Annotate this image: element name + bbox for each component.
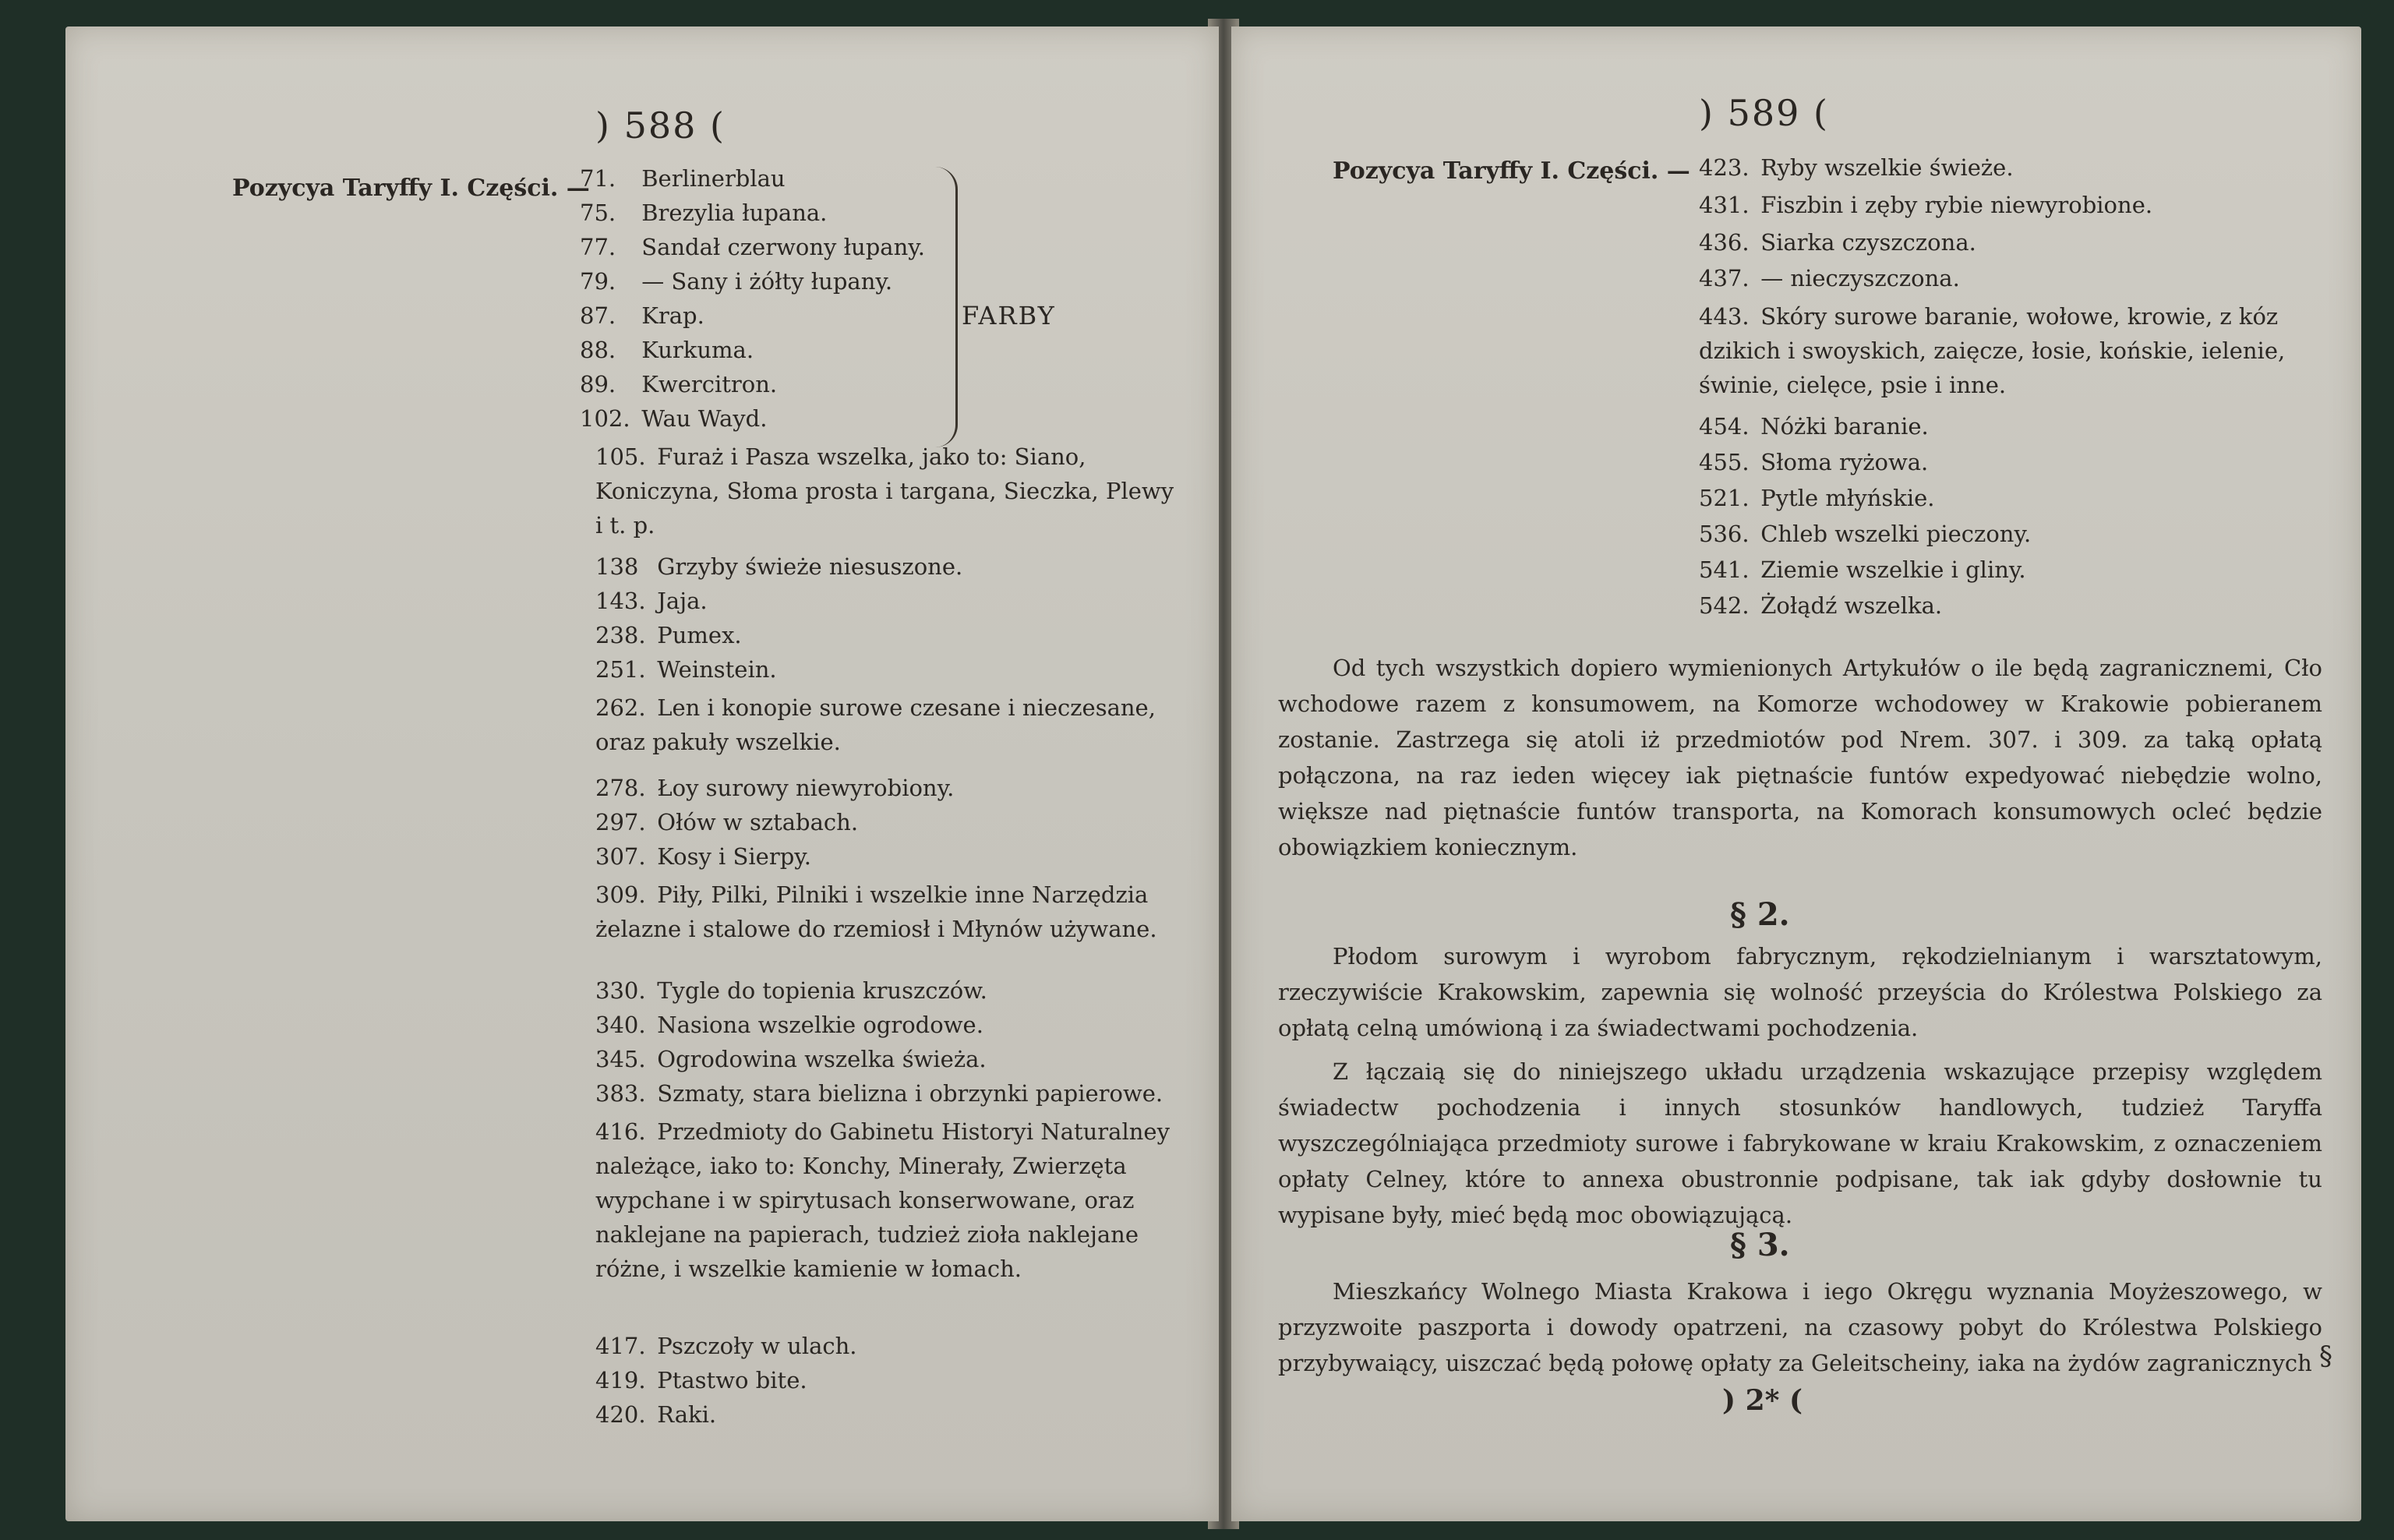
list-item: 419. Ptastwo bite. [595,1367,807,1393]
list-item: 345. Ogrodowina wszelka świeża. [595,1046,987,1072]
list-item: 542. Żołądź wszelka. [1699,592,1943,619]
list-item: 536. Chleb wszelki pieczony. [1699,521,2032,547]
list-item: 251. Weinstein. [595,656,777,683]
body-paragraph: Mieszkańcy Wolnego Miasta Krakowa i iego Okręgu wyznania Moyżeszowego, w przyzwoite paszporta i dowody opatrzeni, na czasowy pobyt do Królestwa Polskiego przybywaiący, uiszczać będą połowę opłaty za Geleitscheiny, iaka na żydów zagranicznych [1278,1278,2322,1376]
list-item: 340. Nasiona wszelkie ogrodowe. [595,1012,983,1038]
section-heading: § 3. [1730,1227,1790,1263]
list-item: 88. Kurkuma. [580,337,754,363]
body-paragraph: Z łączaią się do niniejszego układu urządzenia wskazujące przepisy względem świadectw pochodzenia i innych stosunków handlowych, tudzież Taryffa wyszczególniająca przedmioty surowe i fabrykowane w kraiu Krakowskim, z oznaczeniem opłaty Celney, które to annexa obustronnie podpisane, tak iak gdyby dosłownie tu wypisane były, mieć będą moc obowiązującą. [1278,1058,2322,1228]
list-item: 71. Berlinerblau [580,165,786,192]
left-page [65,26,1219,1521]
grouping-brace [935,167,958,447]
list-item: 307. Kosy i Sierpy. [595,843,812,870]
list-item: 278. Łoy surowy niewyrobiony. [595,775,955,801]
list-item: 262. Len i konopie surowe czesane i nieczesane, oraz pakuły wszelkie. [595,694,1156,755]
list-item: 79. — Sany i żółty łupany. [580,268,893,295]
catchword: § [2319,1340,2332,1372]
list-item: 443. Skóry surowe baranie, wołowe, krowie, z kóz dzikich i swoyskich, zaięcze, łosie, końskie, ielenie, świnie, cielęce, psie i inne. [1699,303,2286,398]
list-item: 143. Jaja. [595,588,708,614]
body-paragraph: Płodom surowym i wyrobom fabrycznym, rękodzielnianym i warsztatowym, rzeczywiście Krakowskim, zapewnia się wolność przeyścia do Królestwa Polskiego za opłatą celną umówioną i za świadectwami pochodzenia. [1278,943,2322,1041]
list-item: 420. Raki. [595,1401,717,1428]
list-item: 330. Tygle do topienia kruszczów. [595,977,987,1004]
list-item: 423. Ryby wszelkie świeże. [1699,154,2014,181]
body-paragraph: Od tych wszystkich dopiero wymienionych Artykułów o ile będą zagranicznemi, Cło wchodowe razem z konsumowem, na Komorze wchodowey w Krakowie pobieranem zostanie. Zastrzega się atoli iż przedmiotów pod Nrem. 307. i 309. za taką opłatą połączona, na raz ieden więcey iak piętnaście funtów expedyować niebędzie wolno, większe nad piętnaście funtów transporta, na Komorach konsumowych ocleć będzie obowiązkiem koniecznym. [1278,655,2322,860]
list-item: 521. Pytle młyńskie. [1699,485,1935,511]
list-item: 87. Krap. [580,302,704,329]
list-item: 309. Piły, Pilki, Pilniki i wszelkie inne Narzędzia żelazne i stalowe do rzemiosł i Młynów używane. [595,881,1157,942]
list-item: 454. Nóżki baranie. [1699,413,1929,440]
list-item: 383. Szmaty, stara bielizna i obrzynki papierowe. [595,1080,1163,1107]
list-item: 541. Ziemie wszelkie i gliny. [1699,556,2026,583]
list-item: 238. Pumex. [595,622,742,648]
page-number-header: ) 589 ( [1699,92,1829,134]
list-item: 416. Przedmioty do Gabinetu Historyi Naturalney należące, iako to: Konchy, Minerały, Zwierzęta wypchane i w spirytusach konserwowane, oraz naklejane na papierach, tudzież zioła naklejane różne, i wszelkie kamienie w łomach. [595,1118,1170,1282]
list-item: 77. Sandał czerwony łupany. [580,234,925,260]
signature-mark: ) 2* ( [1722,1384,1803,1417]
list-item: 89. Kwercitron. [580,371,778,397]
open-book [31,26,2361,1521]
list-item: 417. Pszczoły w ulach. [595,1333,857,1359]
page-number-header: ) 588 ( [595,104,726,147]
list-item: 297. Ołów w sztabach. [595,809,859,835]
list-item: 102. Wau Wayd. [580,405,768,432]
dye-group-label: FARBY [962,301,1056,330]
list-item: 455. Słoma ryżowa. [1699,449,1929,475]
list-item: 436. Siarka czyszczona. [1699,229,1976,256]
list-item: 437. — nieczyszczona. [1699,265,1960,291]
section-heading: § 2. [1730,896,1790,933]
tariff-position-label: Pozycya Taryffy I. Części. — [232,175,590,202]
tariff-position-label: Pozycya Taryffy I. Części. — [1333,157,1690,185]
list-item: 75. Brezylia łupana. [580,200,828,226]
list-item: 431. Fiszbin i zęby rybie niewyrobione. [1699,192,2153,218]
right-page [1231,26,2361,1521]
list-item: 138 Grzyby świeże niesuszone. [595,553,963,580]
list-item: 105. Furaż i Pasza wszelka, jako to: Siano, Koniczyna, Słoma prosta i targana, Sieczka, Plewy i t. p. [595,443,1174,539]
